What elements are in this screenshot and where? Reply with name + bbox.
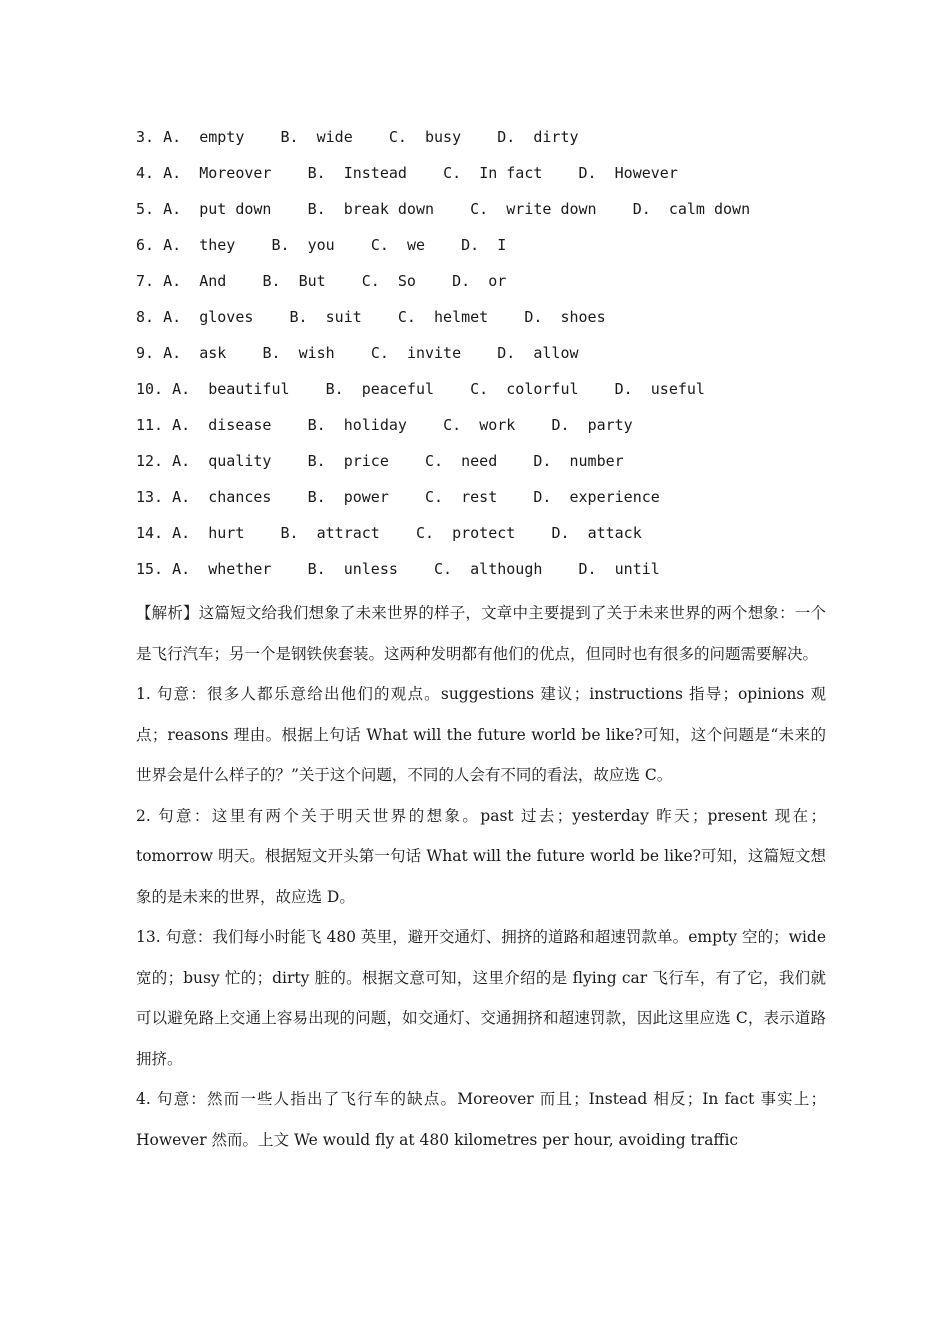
spacer <box>290 380 326 416</box>
spacer <box>488 308 524 344</box>
spacer <box>479 236 497 272</box>
option-letter: D. <box>578 164 597 182</box>
option-text: shoes <box>560 308 606 326</box>
spacer <box>353 128 389 164</box>
option-letter: C. <box>425 452 444 470</box>
question-row <box>136 416 856 452</box>
question-number: 7. A. <box>136 272 182 290</box>
spacer <box>181 128 199 164</box>
option-text: party <box>587 416 633 434</box>
spacer <box>434 380 470 416</box>
question-number: 12. A. <box>136 452 191 470</box>
analysis-intro: 【解析】这篇短文给我们想象了未来世界的样子，文章中主要提到了关于未来世界的两个想象：一个是飞行汽车；另一个是钢铁侠套装。这两种发明都有他们的优点，但同时也有很多的问题需要解决。 <box>136 604 826 663</box>
option-letter: D. <box>497 128 516 146</box>
option-text: allow <box>533 344 579 362</box>
option-letter: C. <box>470 380 489 398</box>
option-text: However <box>614 164 678 182</box>
option-text: unless <box>343 560 398 578</box>
spacer <box>362 308 398 344</box>
spacer <box>597 200 633 236</box>
spacer <box>181 272 199 308</box>
option-text: ask <box>199 344 227 362</box>
spacer <box>488 200 506 236</box>
option-letter: D. <box>524 308 543 326</box>
spacer <box>389 452 425 488</box>
spacer <box>651 200 669 236</box>
option-letter: C. <box>470 200 489 218</box>
spacer <box>271 560 307 596</box>
spacer <box>326 272 362 308</box>
spacer <box>235 236 271 272</box>
question-number: 9. A. <box>136 344 182 362</box>
option-letter: C. <box>443 416 462 434</box>
option-text: holiday <box>343 416 407 434</box>
option-text: put down <box>199 200 272 218</box>
spacer <box>326 488 344 524</box>
option-letter: B. <box>262 344 281 362</box>
spacer <box>335 344 371 380</box>
spacer <box>497 488 533 524</box>
question-number: 8. A. <box>136 308 182 326</box>
spacer <box>633 380 651 416</box>
spacer <box>326 452 344 488</box>
option-text: we <box>406 236 425 254</box>
option-letter: B. <box>307 200 326 218</box>
option-text: And <box>199 272 227 290</box>
spacer <box>443 488 461 524</box>
option-text: peaceful <box>361 380 435 398</box>
spacer <box>253 308 289 344</box>
analysis-item-2: 2. 句意：这里有两个关于明天世界的想象。past 过去；yesterday 昨天；present 现在；tomorrow 明天。根据短文开头第一句话 What will the future world be like?可知，这篇短文想象的是未来的世界，故应选 D。 <box>136 806 826 906</box>
spacer <box>551 452 569 488</box>
option-letter: D. <box>497 344 516 362</box>
option-text: work <box>479 416 516 434</box>
spacer <box>461 416 479 452</box>
option-text: busy <box>425 128 462 146</box>
question-number: 3. A. <box>136 128 182 146</box>
option-letter: D. <box>461 236 480 254</box>
spacer <box>181 344 199 380</box>
spacer <box>226 344 262 380</box>
option-text: colorful <box>506 380 579 398</box>
analysis-section <box>136 593 826 1160</box>
option-letter: D. <box>533 452 552 470</box>
option-text: you <box>307 236 335 254</box>
analysis-item-1: 1. 句意：很多人都乐意给出他们的观点。suggestions 建议；instructions 指导；opinions 观点；reasons 理由。根据上句话 What will the future world be like?可知，这个问题是“未来的世界会是什么样子的？”关于这个问题，不同的人会有不同的看法，故应选 C。 <box>136 685 826 784</box>
option-text: I <box>497 236 507 254</box>
spacer <box>181 164 199 200</box>
option-text: Moreover <box>199 164 272 182</box>
spacer <box>190 416 208 452</box>
option-text: useful <box>650 380 705 398</box>
question-row <box>136 200 856 236</box>
option-text: although <box>470 560 543 578</box>
option-text: number <box>569 452 624 470</box>
option-text: beautiful <box>208 380 290 398</box>
spacer <box>515 128 533 164</box>
question-row <box>136 560 856 596</box>
question-row <box>136 380 856 416</box>
spacer <box>551 488 569 524</box>
option-letter: D. <box>551 524 570 542</box>
spacer <box>344 380 362 416</box>
option-text: Instead <box>343 164 407 182</box>
option-letter: B. <box>325 380 344 398</box>
question-row <box>136 308 856 344</box>
option-text: or <box>488 272 507 290</box>
question-row <box>136 344 856 380</box>
question-number: 6. A. <box>136 236 182 254</box>
option-letter: B. <box>307 164 326 182</box>
question-row <box>136 272 856 308</box>
option-text: rest <box>461 488 498 506</box>
spacer <box>389 344 407 380</box>
spacer <box>416 308 434 344</box>
spacer <box>470 272 488 308</box>
option-letter: C. <box>434 560 453 578</box>
spacer <box>299 524 317 560</box>
spacer <box>190 524 208 560</box>
question-row <box>136 488 856 524</box>
option-text: price <box>343 452 389 470</box>
option-text: protect <box>452 524 516 542</box>
spacer <box>326 164 344 200</box>
option-text: attract <box>316 524 380 542</box>
option-letter: B. <box>280 128 299 146</box>
spacer <box>271 452 307 488</box>
option-letter: C. <box>443 164 462 182</box>
option-letter: C. <box>370 344 389 362</box>
option-letter: D. <box>551 416 570 434</box>
spacer <box>461 164 479 200</box>
spacer <box>597 164 615 200</box>
spacer <box>452 560 470 596</box>
option-text: But <box>298 272 326 290</box>
spacer <box>181 236 199 272</box>
option-text: power <box>343 488 389 506</box>
spacer <box>515 416 551 452</box>
spacer <box>290 236 308 272</box>
option-text: gloves <box>199 308 254 326</box>
spacer <box>226 272 262 308</box>
question-number: 5. A. <box>136 200 182 218</box>
spacer <box>299 128 317 164</box>
spacer <box>597 560 615 596</box>
option-letter: B. <box>307 488 326 506</box>
spacer <box>190 488 208 524</box>
option-text: calm down <box>668 200 751 218</box>
spacer <box>271 200 307 236</box>
option-text: hurt <box>208 524 245 542</box>
option-text: need <box>461 452 498 470</box>
option-letter: B. <box>307 560 326 578</box>
spacer <box>244 128 280 164</box>
option-letter: D. <box>632 200 651 218</box>
option-text: wish <box>298 344 335 362</box>
spacer <box>497 452 533 488</box>
spacer <box>271 416 307 452</box>
spacer <box>335 236 371 272</box>
spacer <box>271 164 307 200</box>
spacer <box>308 308 326 344</box>
question-row <box>136 236 856 272</box>
spacer <box>542 560 578 596</box>
spacer <box>542 164 578 200</box>
option-text: write down <box>506 200 597 218</box>
option-text: dirty <box>533 128 579 146</box>
option-letter: B. <box>307 416 326 434</box>
spacer <box>425 236 461 272</box>
spacer <box>190 452 208 488</box>
spacer <box>281 272 299 308</box>
question-row <box>136 524 856 560</box>
question-number: 10. A. <box>136 380 191 398</box>
spacer <box>570 416 588 452</box>
option-letter: B. <box>307 452 326 470</box>
option-text: wide <box>316 128 353 146</box>
question-row <box>136 452 856 488</box>
spacer <box>407 128 425 164</box>
option-text: chances <box>208 488 272 506</box>
analysis-item-13: 13. 句意：我们每小时能飞 480 英里，避开交通灯、拥挤的道路和超速罚款单。empty 空的；wide 宽的；busy 忙的；dirty 脏的。根据文意可知，这里介绍的是 flying car 飞行车，有了它，我们就可以避免路上交通上容易出现的问题，如交通灯、交通拥挤和超速罚款，因此这里应选 C，表示道路拥挤。 <box>136 928 826 1068</box>
spacer <box>570 524 588 560</box>
spacer <box>244 524 280 560</box>
question-row <box>136 128 856 164</box>
question-number: 15. A. <box>136 560 191 578</box>
spacer <box>181 200 199 236</box>
option-letter: B. <box>280 524 299 542</box>
spacer <box>380 524 416 560</box>
option-letter: C. <box>415 524 435 542</box>
option-text: empty <box>199 128 245 146</box>
spacer <box>515 524 551 560</box>
option-text: break down <box>343 200 435 218</box>
spacer <box>326 560 344 596</box>
spacer <box>434 524 452 560</box>
option-text: So <box>397 272 416 290</box>
option-text: disease <box>208 416 272 434</box>
spacer <box>380 272 398 308</box>
option-text: In fact <box>479 164 543 182</box>
spacer <box>416 272 452 308</box>
analysis-item-4: 4. 句意：然而一些人指出了飞行车的缺点。Moreover 而且；Instead 相反；In fact 事实上；However 然而。上文 We would fly at 480 kilometres per hour, avoiding traffic <box>136 1090 826 1149</box>
option-letter: D. <box>452 272 471 290</box>
spacer <box>271 488 307 524</box>
option-text: until <box>614 560 660 578</box>
option-letter: C. <box>361 272 380 290</box>
question-number: 4. A. <box>136 164 182 182</box>
spacer <box>326 416 344 452</box>
question-number: 11. A. <box>136 416 191 434</box>
spacer <box>326 200 344 236</box>
option-letter: C. <box>388 128 407 146</box>
question-row <box>136 164 856 200</box>
option-text: attack <box>587 524 642 542</box>
option-letter: D. <box>614 380 633 398</box>
spacer <box>434 200 470 236</box>
option-text: helmet <box>434 308 489 326</box>
option-letter: B. <box>289 308 308 326</box>
option-letter: D. <box>578 560 597 578</box>
question-options-list <box>136 128 856 596</box>
spacer <box>281 344 299 380</box>
spacer <box>190 560 208 596</box>
option-letter: C. <box>397 308 416 326</box>
spacer <box>488 380 506 416</box>
spacer <box>579 380 615 416</box>
spacer <box>461 344 497 380</box>
spacer <box>542 308 560 344</box>
question-number: 14. A. <box>136 524 191 542</box>
option-text: invite <box>406 344 462 362</box>
option-text: suit <box>325 308 362 326</box>
option-text: they <box>199 236 236 254</box>
option-letter: B. <box>271 236 290 254</box>
spacer <box>515 344 533 380</box>
option-letter: D. <box>533 488 552 506</box>
option-letter: B. <box>262 272 281 290</box>
option-letter: C. <box>425 488 444 506</box>
option-text: whether <box>208 560 272 578</box>
option-letter: C. <box>370 236 389 254</box>
spacer <box>181 308 199 344</box>
spacer <box>407 416 443 452</box>
option-text: quality <box>208 452 272 470</box>
spacer <box>407 164 443 200</box>
option-text: experience <box>569 488 660 506</box>
spacer <box>461 128 497 164</box>
spacer <box>443 452 461 488</box>
spacer <box>398 560 434 596</box>
spacer <box>389 488 425 524</box>
spacer <box>190 380 208 416</box>
spacer <box>389 236 407 272</box>
question-number: 13. A. <box>136 488 191 506</box>
